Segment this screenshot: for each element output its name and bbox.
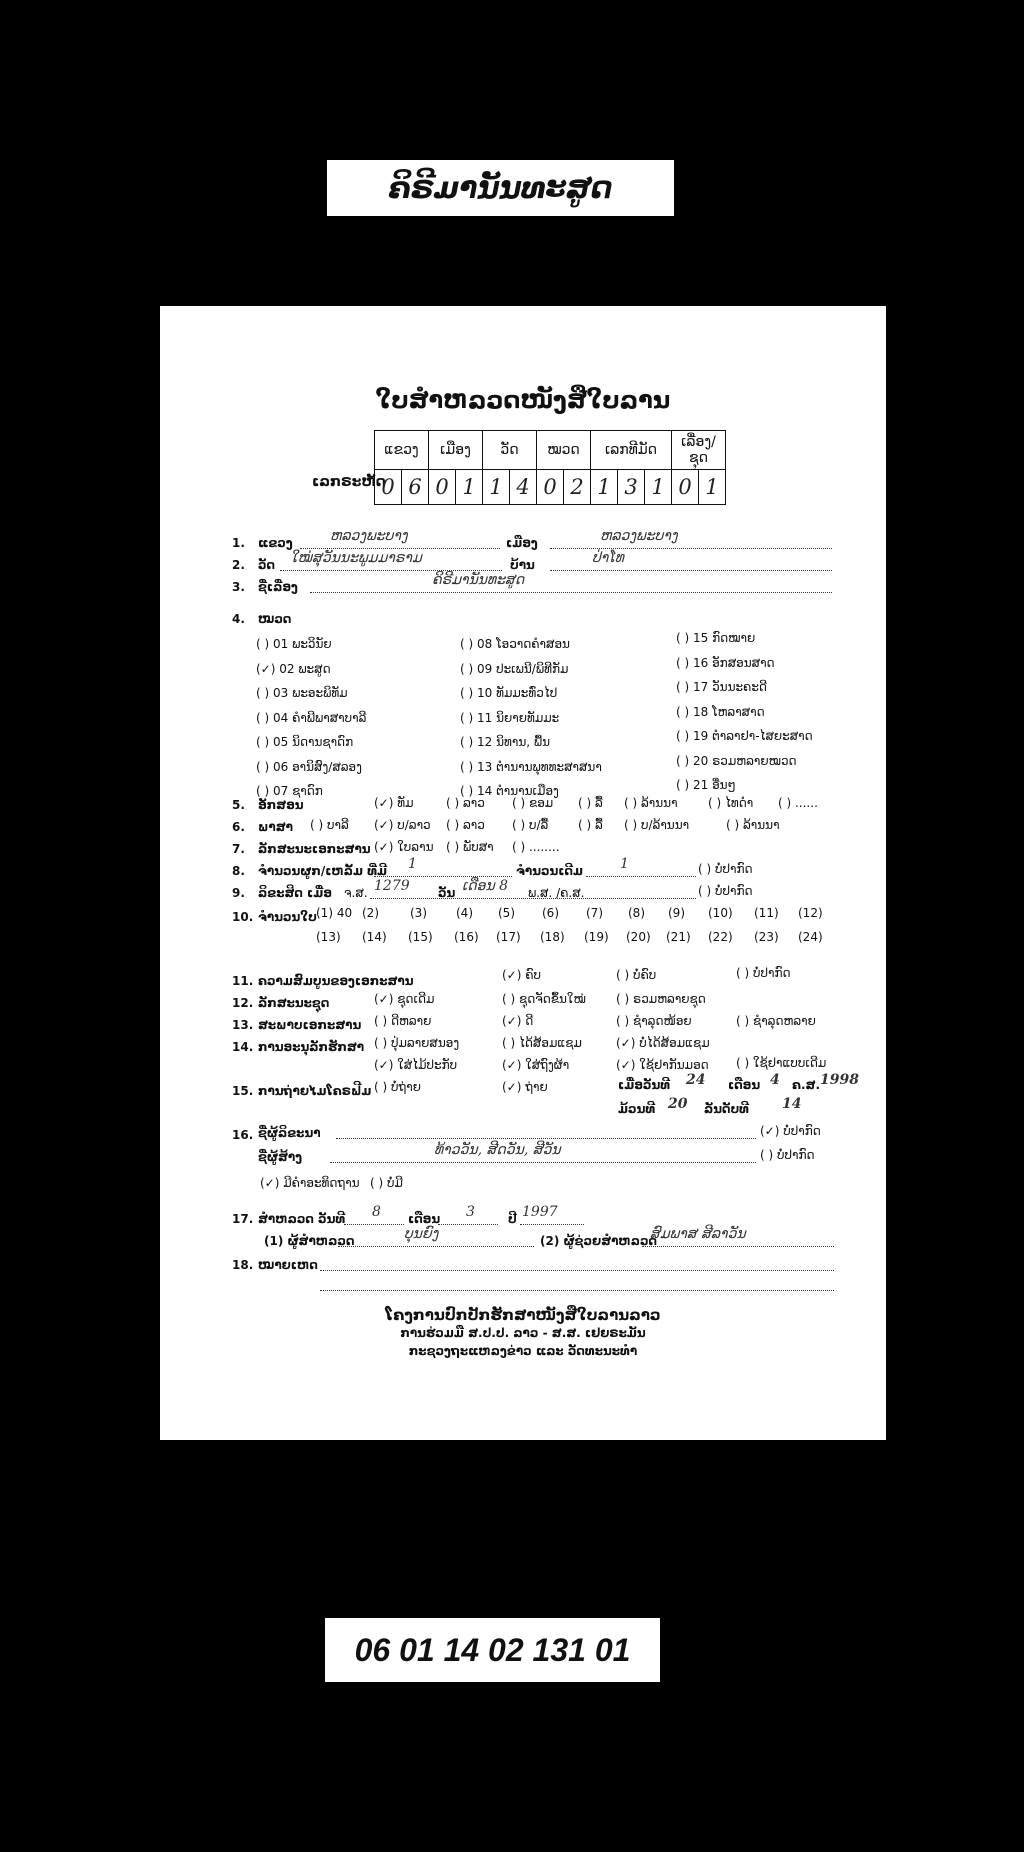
condition-option[interactable]: (✓) ດີ — [502, 1014, 534, 1028]
language-option[interactable]: (✓) ບ/ລາວ — [374, 818, 431, 832]
q8-value: 1 — [408, 856, 417, 872]
code-label: ເລກຣະຫັດ — [312, 474, 386, 490]
leaf-count: (16) — [454, 930, 479, 944]
microfilm-option[interactable]: (✓) ຖ່າຍ — [502, 1080, 548, 1094]
leaf-count: (1) 40 — [316, 906, 353, 920]
category-option[interactable]: ( ) 20 ຣວມຫລາຍໝວດ — [676, 753, 797, 768]
category-option[interactable]: ( ) 11 ນິຍາຍທັມມະ — [460, 710, 560, 725]
script-option[interactable]: (✓) ທັມ — [374, 796, 414, 810]
q9-day-value: ເດືອນ 8 — [462, 878, 509, 894]
grid-digit: 3 — [618, 470, 645, 505]
q3-value: ຄິຣີມານັນທະສູດ — [432, 572, 525, 588]
q11-number: 11. — [232, 974, 254, 988]
leaf-count: (8) — [628, 906, 645, 920]
grid-header-category: ໝວດ — [537, 431, 591, 470]
q18-number: 18. — [232, 1258, 254, 1272]
category-option[interactable]: ( ) 21 ອື່ນໆ — [676, 778, 736, 792]
leaf-count: (13) — [316, 930, 341, 944]
q17-year-value: 1997 — [522, 1204, 558, 1220]
leaf-count: (11) — [754, 906, 779, 920]
q14-label: ການອະນຸລັກຮັກສາ — [258, 1040, 365, 1054]
form-title: ໃບສຳຫລວດໜັງສືໃບລານ — [375, 386, 671, 414]
q9-era2: ພ.ສ. /ຄ.ສ. — [528, 886, 585, 900]
leaf-count: (4) — [456, 906, 473, 920]
q16b-value: ທ້າວວັນ, ສີດວັນ, ສີວັນ — [434, 1142, 561, 1158]
q2-number: 2. — [232, 558, 245, 572]
q9-label: ລິຂະສິດ ເມື່ອ — [258, 886, 332, 900]
conservation-option[interactable]: (✓) ໃສ່ໄມ້ປະກັບ — [374, 1058, 458, 1072]
category-option[interactable]: ( ) 01 ພະວິນັຍ — [256, 637, 332, 651]
category-option[interactable]: ( ) 13 ຕຳນານພຸທທະສາສນາ — [460, 759, 602, 774]
q15-date-label: ເມື່ອວັນທີ — [618, 1078, 671, 1092]
q1b-value: ຫລວງພະບາງ — [600, 528, 678, 544]
q16-label: ຊື່ຜູ້ລິຂະນາ — [258, 1126, 321, 1140]
dedication-option[interactable]: (✓) ມີຄຳອະທິດຖານ — [260, 1176, 360, 1190]
leaf-count: (22) — [708, 930, 733, 944]
condition-option[interactable]: ( ) ຊຳລຸດໜ້ອຍ — [616, 1014, 692, 1028]
q13-number: 13. — [232, 1018, 254, 1032]
q15-label: ການຖ່າຍໄມໂຄຣຟີມ — [258, 1084, 372, 1098]
script-option[interactable]: ( ) ຂອມ — [512, 796, 554, 810]
q10-label: ຈຳນວນໃບ — [258, 910, 317, 924]
grid-header-bundle: ເລກທີມັດ — [591, 431, 672, 470]
q10-number: 10. — [232, 910, 254, 924]
q15-roll-value: 20 — [668, 1096, 688, 1112]
q17-label: ສຳຫລວດ ວັນທີ — [258, 1212, 346, 1226]
set-option[interactable]: (✓) ຊຸດເດີມ — [374, 992, 435, 1006]
q18-label: ໝາຍເຫດ — [258, 1258, 318, 1272]
q6-number: 6. — [232, 820, 245, 834]
leaf-count: (18) — [540, 930, 565, 944]
q9-unknown-option[interactable]: ( ) ບໍ່ປາກົດ — [698, 884, 753, 898]
grid-digit: 1 — [645, 470, 672, 505]
q15-month-label: ເດືອນ — [728, 1078, 761, 1092]
conservation-option[interactable]: (✓) ໃຊ້ຢາກັນມອດ — [616, 1058, 709, 1072]
q16b-label: ຊື່ຜູ້ສ້າງ — [258, 1150, 303, 1164]
leaf-count: (23) — [754, 930, 779, 944]
grid-digit: 0 — [672, 470, 699, 505]
q15-year-label: ຄ.ສ. — [792, 1078, 821, 1092]
q1b-label: ເມືອງ — [506, 536, 538, 550]
leaf-count: (21) — [666, 930, 691, 944]
leaf-count: (7) — [586, 906, 603, 920]
q15-frame-label: ລັນດັບທີ — [704, 1102, 750, 1116]
completeness-option[interactable]: ( ) ບໍ່ປາກົດ — [736, 966, 791, 980]
q6-label: ພາສາ — [258, 820, 293, 834]
category-option[interactable]: ( ) 08 ໂອວາດຄຳສອນ — [460, 637, 570, 651]
q17b-label: (2) ຜູ້ຊ່ວຍສຳຫລວດ — [540, 1234, 658, 1248]
category-option[interactable]: ( ) 05 ນິດານຊາດົກ — [256, 735, 354, 749]
category-option[interactable]: ( ) 18 ໂຫລາສາດ — [676, 704, 765, 719]
category-option[interactable]: ( ) 17 ວັນນະຄະດີ — [676, 680, 767, 694]
category-option[interactable]: ( ) 12 ນິທານ, ພື້ນ — [460, 735, 550, 749]
q17-day-value: 8 — [372, 1204, 381, 1220]
script-option[interactable]: ( ) ລາວ — [446, 796, 485, 810]
manuscript-title-label: ຄິຣີມານັນທະສູດ — [327, 160, 674, 216]
category-column-3 — [676, 626, 813, 798]
material-option[interactable]: ( ) ........ — [512, 840, 560, 854]
q15-year-value: 1998 — [820, 1072, 859, 1088]
language-option[interactable]: ( ) ບາລີ — [310, 818, 349, 832]
grid-digit: 6 — [402, 470, 429, 505]
leaf-count: (2) — [362, 906, 379, 920]
q1-number: 1. — [232, 536, 245, 550]
q9-value: 1279 — [374, 878, 410, 894]
q7-number: 7. — [232, 842, 245, 856]
script-option[interactable]: ( ) ລື້ — [578, 796, 603, 810]
manuscript-code-label: 06 01 14 02 131 01 — [325, 1618, 660, 1682]
q16-unknown-option[interactable]: (✓) ບໍ່ປາກົດ — [760, 1124, 821, 1138]
q2b-label: ບ້ານ — [510, 558, 535, 572]
footer-cooperation: ການຮ່ວມມື ສ.ປ.ປ. ລາວ - ສ.ສ. ເຢຍຣະມັນ — [400, 1326, 646, 1340]
leaf-count: (12) — [798, 906, 823, 920]
q14-number: 14. — [232, 1040, 254, 1054]
category-option[interactable]: ( ) 15 ກົດໝາຍ — [676, 631, 756, 645]
conservation-option[interactable]: (✓) ບໍ່ໄດ້ສ້ອມແຊມ — [616, 1036, 710, 1050]
q7-label: ລັກສະນະເອກະສານ — [258, 842, 371, 856]
grid-header-district: ເມືອງ — [429, 431, 483, 470]
leaf-count: (20) — [626, 930, 651, 944]
material-option[interactable]: ( ) ພັບສາ — [446, 840, 494, 854]
q3-label: ຊື່ເລື່ອງ — [258, 580, 298, 594]
q1-label: ແຂວງ — [258, 536, 293, 550]
survey-form — [160, 306, 886, 1440]
q17-month-value: 3 — [466, 1204, 475, 1220]
q9-era: ຈ.ສ. — [344, 886, 368, 900]
q4-number: 4. — [232, 612, 245, 626]
grid-digit: 0 — [429, 470, 456, 505]
language-option[interactable]: ( ) ລາວ — [446, 818, 485, 832]
q16b-unknown-option[interactable]: ( ) ບໍ່ປາກົດ — [760, 1148, 815, 1162]
q2-label: ວັດ — [258, 558, 276, 572]
leaf-count: (24) — [798, 930, 823, 944]
q15-roll-label: ມ້ວນທີ — [618, 1102, 656, 1116]
footer-project: ໂຄງການປົກປັກຮັກສາໜັງສືໃບລານລາວ — [385, 1306, 661, 1324]
leaf-count: (9) — [668, 906, 685, 920]
category-column-2 — [460, 632, 602, 804]
category-option[interactable]: ( ) 16 ອັກສອນສາດ — [676, 655, 775, 670]
conservation-option[interactable]: ( ) ໃຊ້ຢາແບບເດີມ — [736, 1056, 827, 1070]
grid-header-temple: ວັດ — [483, 431, 537, 470]
conservation-option[interactable]: ( ) ປຸ່ມລາຍສນອງ — [374, 1036, 460, 1050]
category-option[interactable]: ( ) 19 ຕຳລາຢາ-ໄສຍະສາດ — [676, 729, 813, 743]
leaf-count: (6) — [542, 906, 559, 920]
script-option[interactable]: ( ) ລ້ານນາ — [624, 796, 678, 810]
q4-label: ໝວດ — [258, 612, 292, 626]
dedication-option[interactable]: ( ) ບໍ່ມີ — [370, 1176, 403, 1190]
leaf-count: (5) — [498, 906, 515, 920]
leaf-count: (10) — [708, 906, 733, 920]
q17b-value: ສົມພາສ ສີລາວັນ — [650, 1226, 746, 1242]
q8-unknown-option[interactable]: ( ) ບໍ່ປາກົດ — [698, 862, 753, 876]
microfilm-option[interactable]: ( ) ບໍ່ຖ່າຍ — [374, 1080, 421, 1094]
script-option[interactable]: ( ) ໄທດຳ — [708, 796, 754, 810]
q15-month-value: 4 — [770, 1072, 780, 1088]
condition-option[interactable]: ( ) ດີຫລາຍ — [374, 1014, 432, 1028]
leaf-count: (3) — [410, 906, 427, 920]
leaf-count: (14) — [362, 930, 387, 944]
grid-digit: 1 — [483, 470, 510, 505]
q5-label: ອັກສອນ — [258, 798, 304, 812]
conservation-option[interactable]: ( ) ໄດ້ສ້ອມແຊມ — [502, 1036, 582, 1050]
q17-month-label: ເດືອນ — [408, 1212, 441, 1226]
grid-digit: 1 — [591, 470, 618, 505]
q13-label: ສະພາບເອກະສານ — [258, 1018, 362, 1032]
q8b-label: ຈຳນວນເດີມ — [516, 864, 584, 878]
category-option[interactable]: ( ) 03 ພະອະພິທັມ — [256, 686, 348, 700]
grid-header-province: ແຂວງ — [375, 431, 429, 470]
set-option[interactable]: ( ) ຣວມຫລາຍຊຸດ — [616, 992, 706, 1006]
leaf-count: (17) — [496, 930, 521, 944]
q9-day-label: ວັນ — [438, 886, 456, 900]
q9-number: 9. — [232, 886, 245, 900]
grid-header-story: ເລື່ອງ/ຊຸດ — [672, 431, 726, 470]
footer-ministry: ກະຊວງຖະແຫລງຂ່າວ ແລະ ວັດທະນະທຳ — [408, 1344, 638, 1358]
q17a-label: (1) ຜູ້ສຳຫລວດ — [264, 1234, 355, 1248]
script-option[interactable]: ( ) ...... — [778, 796, 818, 810]
condition-option[interactable]: ( ) ຊຳລຸດຫລາຍ — [736, 1014, 816, 1028]
q17-number: 17. — [232, 1212, 254, 1226]
completeness-option[interactable]: (✓) ຄົບ — [502, 968, 541, 982]
q2b-value: ປ່າໂທ — [592, 550, 624, 566]
q3-number: 3. — [232, 580, 245, 594]
completeness-option[interactable]: ( ) ບໍ່ຄົບ — [616, 968, 657, 982]
grid-digit: 1 — [699, 470, 726, 505]
q1-value: ຫລວງພະບາງ — [330, 528, 408, 544]
conservation-option[interactable]: (✓) ໃສ່ຖົງຜ້າ — [502, 1058, 570, 1072]
category-option[interactable]: ( ) 09 ປະເພນີ/ພິທີກັມ — [460, 661, 569, 676]
material-option[interactable]: (✓) ໃບລານ — [374, 840, 434, 854]
category-option[interactable]: ( ) 14 ຕຳນານເມືອງ — [460, 784, 559, 798]
language-option[interactable]: ( ) ລື້ — [578, 818, 603, 832]
leaf-count: (19) — [584, 930, 609, 944]
category-option[interactable]: ( ) 07 ຊາດົກ — [256, 784, 323, 798]
q8-label: ຈຳນວນຜູກ/ເຫລັ້ມ ທີ່ມີ — [258, 864, 388, 878]
grid-digit: 1 — [456, 470, 483, 505]
q12-label: ລັກສະນະຊຸດ — [258, 996, 330, 1010]
language-option[interactable]: ( ) ບ/ລື້ — [512, 818, 549, 832]
grid-digit: 4 — [510, 470, 537, 505]
language-option[interactable]: ( ) ບ/ລ້ານນາ — [624, 818, 690, 832]
q17-year-label: ປີ — [508, 1212, 517, 1226]
grid-digit: 0 — [375, 470, 402, 505]
q15-number: 15. — [232, 1084, 254, 1098]
q12-number: 12. — [232, 996, 254, 1010]
grid-digit: 2 — [564, 470, 591, 505]
q16-number: 16. — [232, 1128, 254, 1142]
q2-value: ໃໝ່ສຸວັນນະພູມມາຣາມ — [290, 550, 422, 566]
set-option[interactable]: ( ) ຊຸດຈັດຂຶ້ນໃໝ່ — [502, 992, 586, 1006]
code-grid — [374, 430, 726, 505]
q17a-value: ບຸນຍົງ — [404, 1226, 439, 1242]
category-option[interactable]: ( ) 06 ອານິສົງ/ສລອງ — [256, 759, 362, 774]
language-option[interactable]: ( ) ລ້ານນາ — [726, 818, 780, 832]
category-option[interactable]: ( ) 04 ຄຳພີພາສາບາລີ — [256, 710, 367, 725]
category-option[interactable]: ( ) 10 ທັມມະທົ່ວໄປ — [460, 686, 558, 700]
q5-number: 5. — [232, 798, 245, 812]
category-column-1 — [256, 632, 366, 804]
q8b-value: 1 — [620, 856, 629, 872]
q15-frame-value: 14 — [782, 1096, 802, 1112]
leaf-count: (15) — [408, 930, 433, 944]
q15-day-value: 24 — [686, 1072, 706, 1088]
category-option[interactable]: (✓) 02 ພະສູດ — [256, 661, 331, 676]
q8-number: 8. — [232, 864, 245, 878]
grid-digit: 0 — [537, 470, 564, 505]
q11-label: ຄວາມສົມບູນຂອງເອກະສານ — [258, 974, 414, 988]
